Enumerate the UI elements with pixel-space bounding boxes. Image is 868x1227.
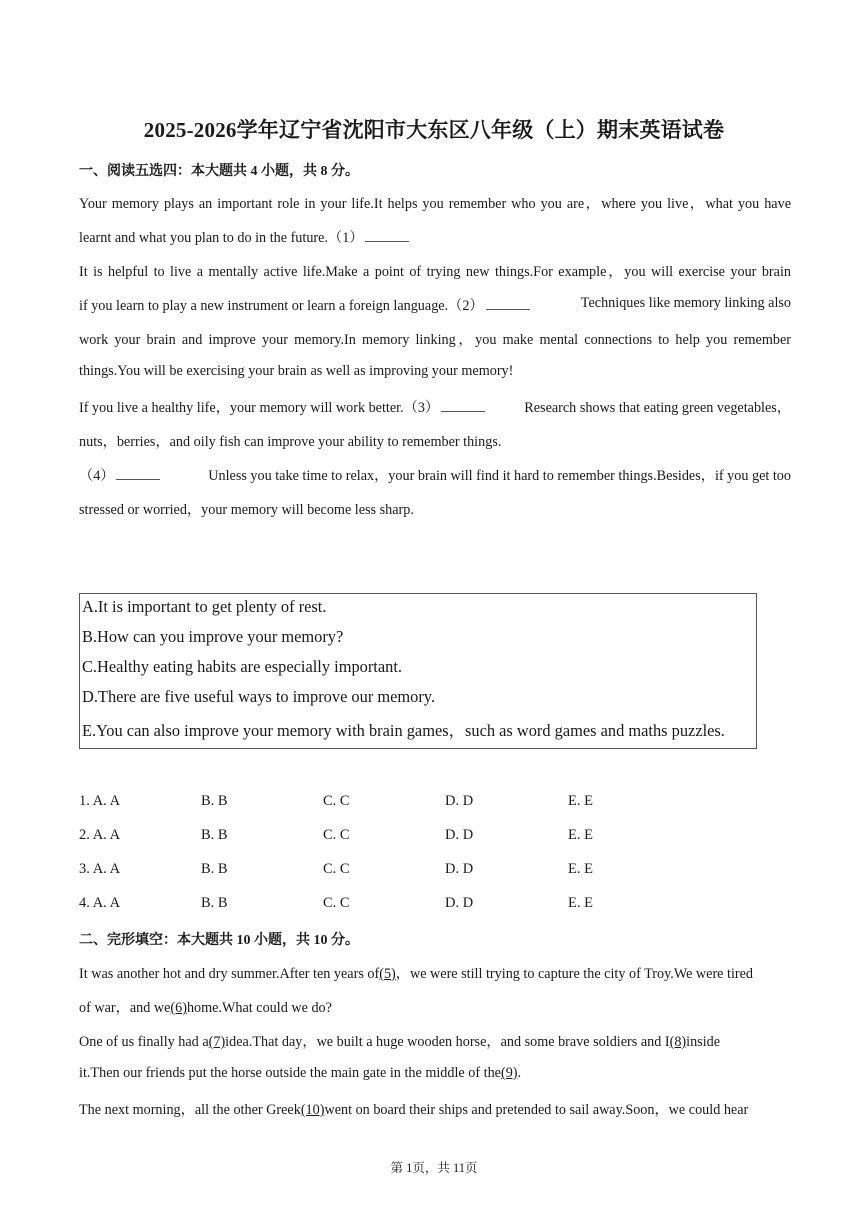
passage-line: （4） Unless you take time to relax，your brain will find it hard to remember things.Besides，if you get too — [79, 468, 791, 484]
choice-d[interactable]: D. D — [445, 827, 474, 843]
choice-c[interactable]: C. C — [323, 861, 350, 877]
passage-line: if you learn to play a new instrument or learn a foreign language.（2） Techniques like memory linking also — [79, 295, 791, 314]
choice-c[interactable]: C. C — [323, 827, 350, 843]
passage-line: stressed or worried，your memory will become less sharp. — [79, 502, 414, 518]
choice-b[interactable]: B. B — [201, 827, 228, 843]
passage-line: It was another hot and dry summer.After ten years of(5)，we were still trying to capture the city of Troy.We were tired — [79, 966, 754, 982]
choice-a[interactable]: 3. A. A — [79, 861, 121, 877]
option-a: A.It is important to get plenty of rest. — [82, 597, 327, 616]
section2-heading: 二、完形填空：本大题共 10 小题，共 10 分。 — [79, 933, 359, 948]
question-1-choices — [79, 793, 679, 813]
choice-d[interactable]: D. D — [445, 861, 474, 877]
choice-b[interactable]: B. B — [201, 861, 228, 877]
passage-line: learnt and what you plan to do in the future.（1） — [79, 227, 791, 247]
cloze-blank-9[interactable]: (9) — [500, 1065, 518, 1081]
page-title: 2025-2026学年辽宁省沈阳市大东区八年级（上）期末英语试卷 — [143, 118, 725, 142]
answer-blank-2[interactable] — [486, 297, 530, 310]
answer-blank-4[interactable] — [116, 467, 160, 480]
answer-blank-1[interactable] — [365, 229, 409, 242]
cloze-blank-5[interactable]: (5) — [379, 966, 396, 982]
passage-line: things.You will be exercising your brain as well as improving your memory! — [79, 363, 514, 379]
choice-d[interactable]: D. D — [445, 793, 474, 809]
passage-line: One of us finally had a(7)idea.That day，we built a huge wooden horse，and some brave soldiers and I(8)inside — [79, 1034, 721, 1050]
passage-line: it.Then our friends put the horse outside the main gate in the middle of the(9). — [79, 1065, 522, 1081]
question-2-choices — [79, 827, 679, 847]
choice-e[interactable]: E. E — [568, 827, 593, 843]
option-c: C.Healthy eating habits are especially important. — [82, 657, 402, 676]
cloze-blank-10[interactable]: (10) — [300, 1102, 325, 1118]
choice-e[interactable]: E. E — [568, 895, 593, 911]
choice-c[interactable]: C. C — [323, 793, 350, 809]
choice-b[interactable]: B. B — [201, 793, 228, 809]
section1-heading: 一、阅读五选四：本大题共 4 小题，共 8 分。 — [79, 164, 359, 179]
page-footer: 第 1页，共 11页 — [390, 1161, 478, 1175]
cloze-blank-7[interactable]: (7) — [208, 1034, 226, 1050]
choice-e[interactable]: E. E — [568, 793, 593, 809]
choice-c[interactable]: C. C — [323, 895, 350, 911]
option-e: E.You can also improve your memory with brain games，such as word games and maths puzzles. — [82, 721, 725, 740]
options-box — [79, 593, 757, 749]
passage-line: If you live a healthy life，your memory will work better.（3） Research shows that eating green vegetables， — [79, 400, 791, 416]
passage-line: nuts，berries，and oily fish can improve your ability to remember things. — [79, 434, 502, 450]
choice-a[interactable]: 2. A. A — [79, 827, 121, 843]
passage-line: The next morning，all the other Greek(10)went on board their ships and pretended to sail away.Soon，we could hear — [79, 1102, 749, 1118]
choice-a[interactable]: 1. A. A — [79, 793, 121, 809]
option-b: B.How can you improve your memory? — [82, 627, 344, 646]
answer-blank-3[interactable] — [441, 399, 485, 412]
passage-line: It is helpful to live a mentally active life.Make a point of trying new things.For example，you will exercise your brain — [79, 264, 791, 280]
cloze-blank-8[interactable]: (8) — [669, 1034, 687, 1050]
choice-d[interactable]: D. D — [445, 895, 474, 911]
option-d: D.There are five useful ways to improve our memory. — [82, 687, 436, 706]
question-4-choices — [79, 895, 679, 915]
choice-a[interactable]: 4. A. A — [79, 895, 121, 911]
passage-line: Your memory plays an important role in your life.It helps you remember who you are，where you live，what you have — [79, 196, 791, 212]
question-3-choices — [79, 861, 679, 881]
passage-line: work your brain and improve your memory.In memory linking，you make mental connections to help you remember — [79, 332, 791, 348]
choice-b[interactable]: B. B — [201, 895, 228, 911]
choice-e[interactable]: E. E — [568, 861, 593, 877]
cloze-blank-6[interactable]: (6) — [170, 1000, 187, 1016]
passage-line: of war，and we(6)home.What could we do? — [79, 1000, 332, 1016]
